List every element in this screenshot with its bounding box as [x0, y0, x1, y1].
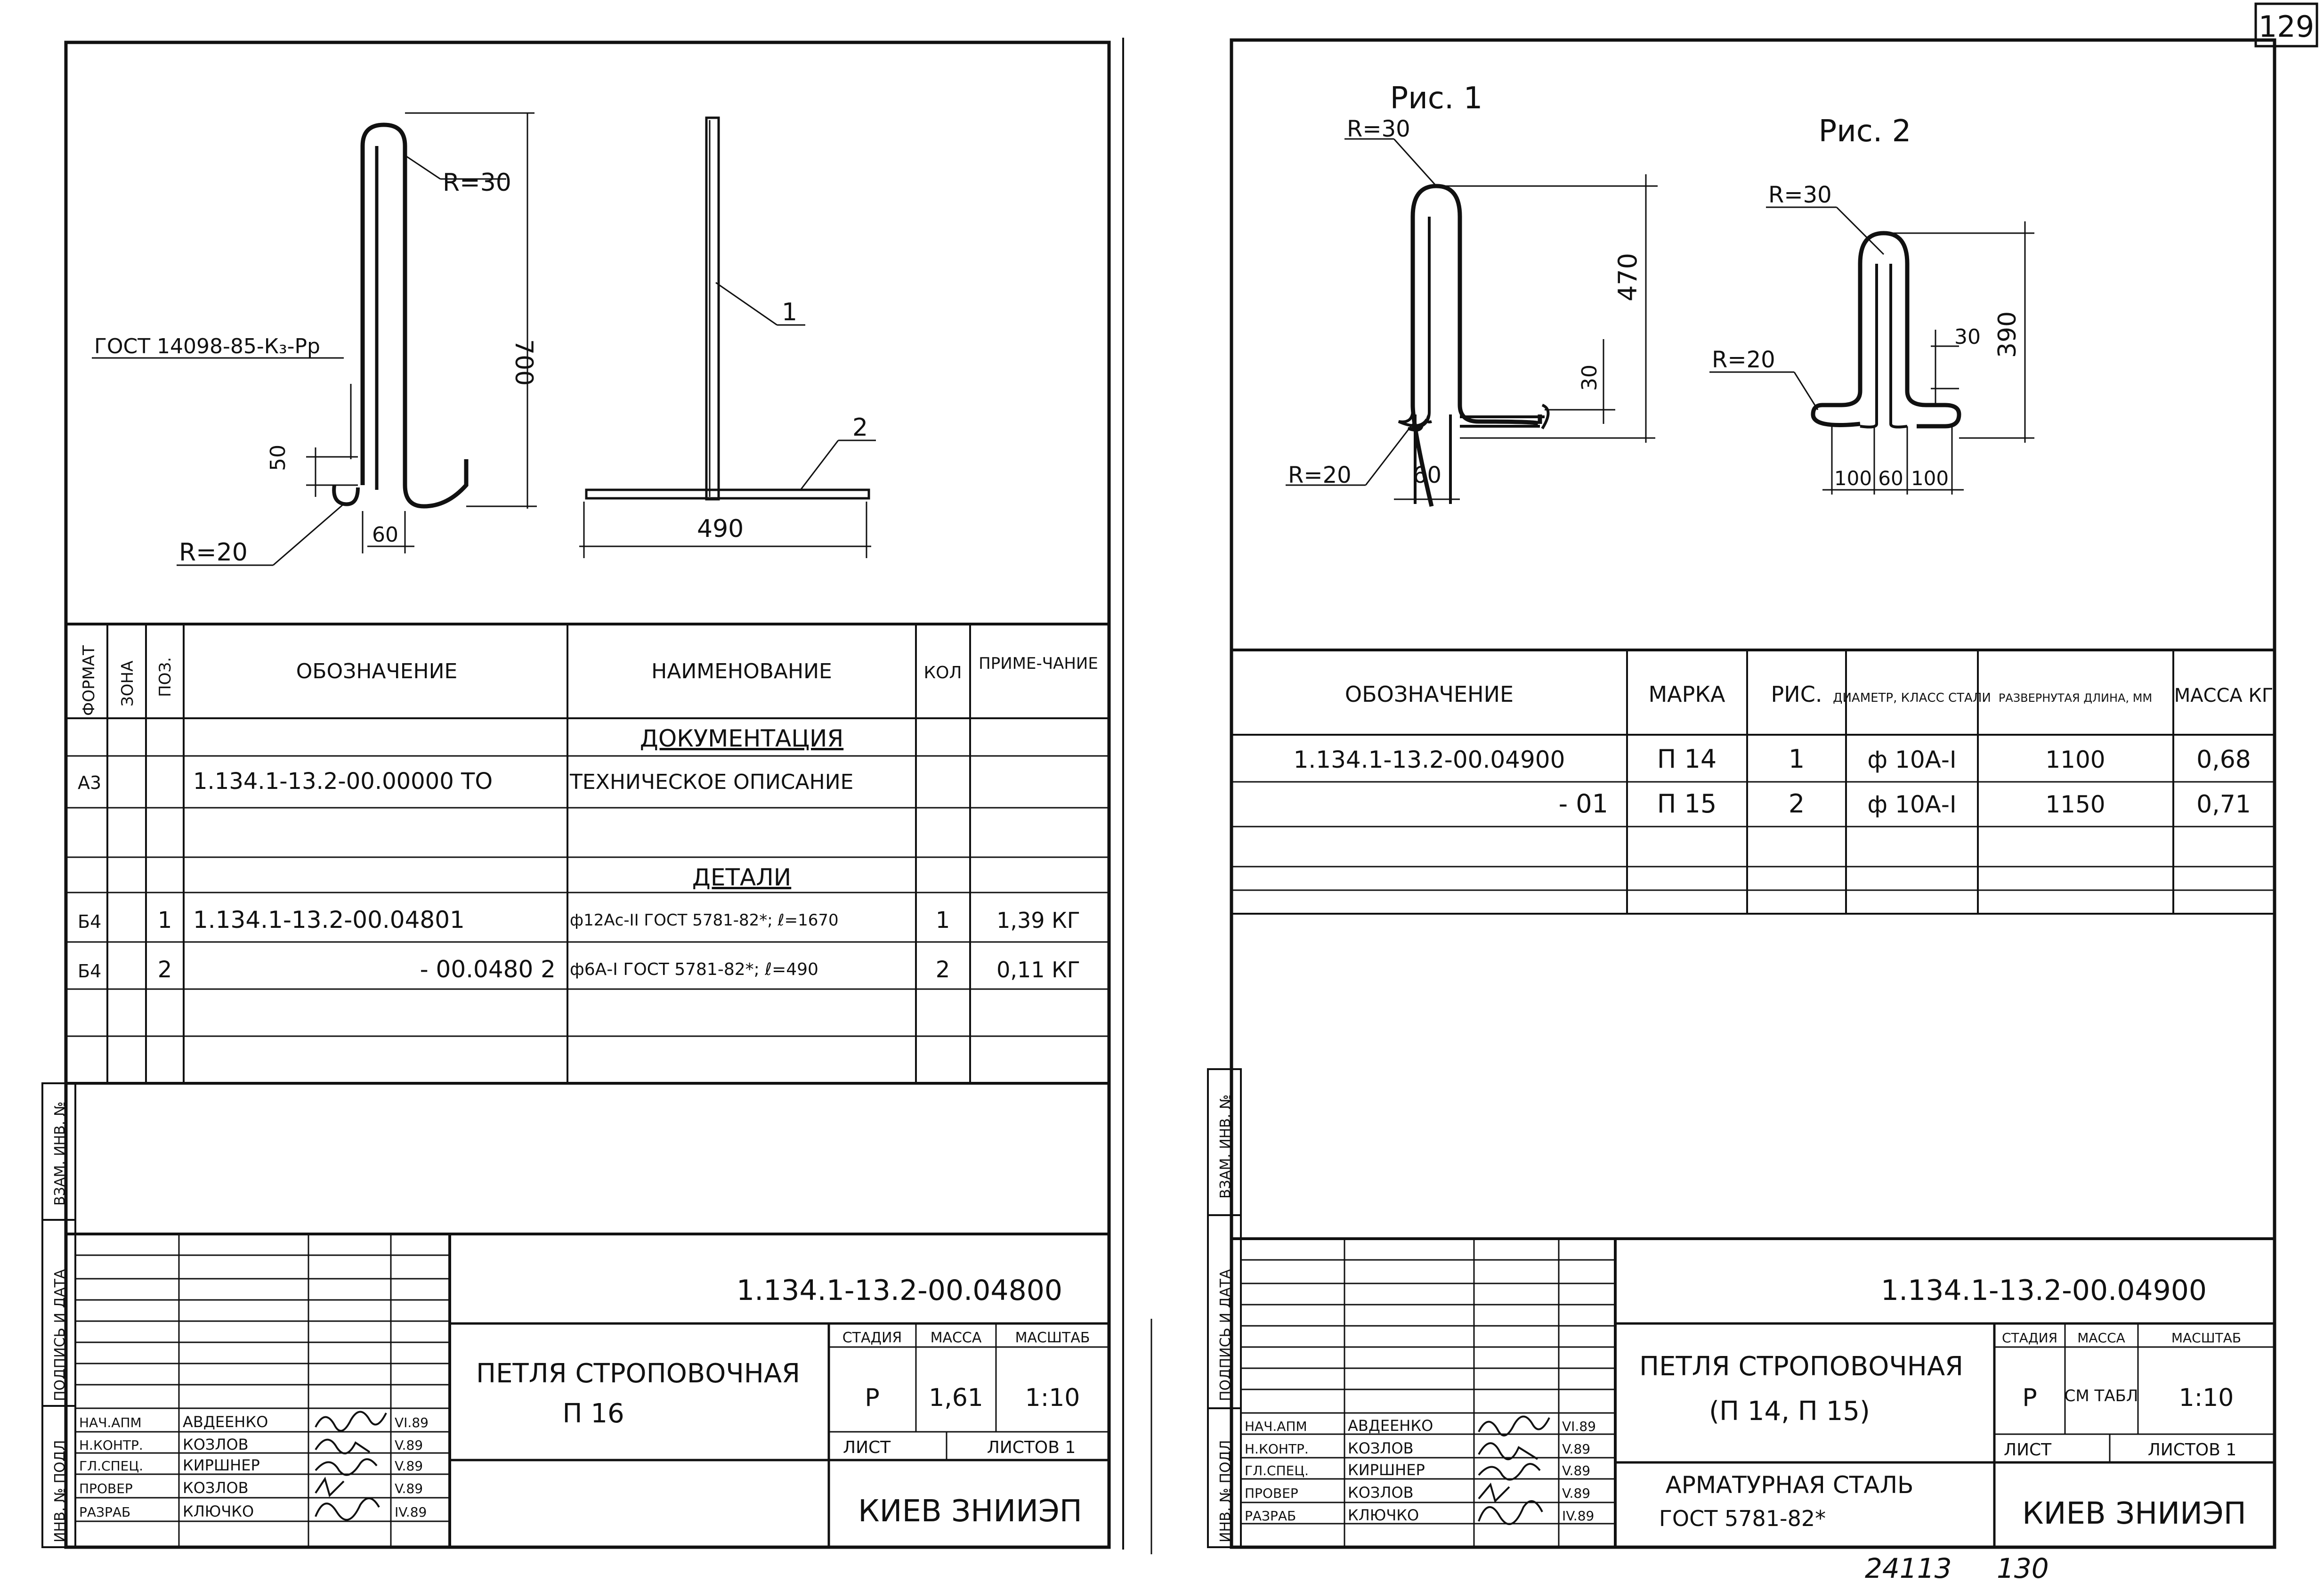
- side-inv-replace: ВЗАМ. ИНВ. №: [1217, 1094, 1234, 1199]
- row1-designation: 1.134.1-13.2-00.00000 ТО: [193, 768, 493, 795]
- staff-date: IV.89: [395, 1504, 427, 1520]
- hdr-zone: ЗОНА: [118, 660, 137, 706]
- mass-value: 1,61: [929, 1384, 983, 1412]
- material-line2: ГОСТ 5781-82*: [1659, 1506, 1826, 1531]
- section-docs: ДОКУМЕНТАЦИЯ: [640, 725, 844, 752]
- title-line1: ПЕТЛЯ СТРОПОВОЧНАЯ: [1639, 1351, 1964, 1382]
- row1-name: ТЕХНИЧЕСКОЕ ОПИСАНИЕ: [570, 770, 854, 794]
- row2-designation: 1.134.1-13.2-00.04801: [193, 906, 465, 933]
- stage-value: Р: [865, 1384, 880, 1412]
- row1-format: А3: [78, 772, 102, 793]
- row3-name: ф6А-I ГОСТ 5781-82*; ℓ=490: [570, 960, 818, 979]
- fig1-470: 470: [1613, 252, 1643, 301]
- row1-mark: П 14: [1657, 744, 1717, 774]
- fig2-30: 30: [1954, 325, 1981, 349]
- row2-mass: 0,71: [2196, 790, 2251, 819]
- staff-role: ПРОВЕР: [79, 1481, 133, 1496]
- row2-name: ф12Ас-II ГОСТ 5781-82*; ℓ=1670: [570, 911, 839, 930]
- row3-pos: 2: [157, 957, 172, 983]
- org-name: КИЕВ ЗНИИЭП: [858, 1494, 1082, 1529]
- row2-fig: 2: [1788, 789, 1805, 819]
- title-line2: П 16: [562, 1398, 624, 1429]
- row1-diameter: ф 10А-I: [1867, 746, 1957, 773]
- hdr-format: ФОРМАТ: [80, 645, 98, 716]
- title-line1: ПЕТЛЯ СТРОПОВОЧНАЯ: [476, 1358, 801, 1389]
- staff-date: V.89: [1562, 1441, 1591, 1457]
- gost-note: ГОСТ 14098-85-К₃-Рр: [94, 334, 320, 358]
- row3-note: 0,11 КГ: [996, 957, 1080, 982]
- staff-name: КОЗЛОВ: [183, 1436, 249, 1453]
- row2-format: Б4: [78, 911, 102, 932]
- staff-role: ПРОВЕР: [1245, 1485, 1298, 1501]
- hdr-diameter: ДИАМЕТР, КЛАСС СТАЛИ: [1833, 691, 1991, 705]
- hdr-pos: ПОЗ.: [156, 657, 175, 697]
- side-sign-date: ПОДПИСЬ И ДАТА: [1217, 1269, 1234, 1401]
- staff-role: РАЗРАБ: [1245, 1508, 1296, 1524]
- dim-50: 50: [266, 445, 290, 471]
- right-side-labels: [1217, 1095, 1234, 1542]
- scale-value: 1:10: [1025, 1384, 1080, 1412]
- row1-mass: 0,68: [2196, 746, 2251, 774]
- row2-diameter: ф 10А-I: [1867, 791, 1957, 818]
- staff-date: V.89: [1562, 1485, 1591, 1501]
- row2-pos: 1: [157, 907, 172, 933]
- callout-2: 2: [852, 414, 868, 442]
- staff-role: Н.КОНТР.: [1245, 1441, 1309, 1457]
- dim-490: 490: [697, 515, 744, 543]
- dim-r20: R=20: [179, 538, 248, 567]
- staff-role: Н.КОНТР.: [79, 1437, 143, 1453]
- side-inv-replace: ВЗАМ. ИНВ. №: [52, 1101, 68, 1206]
- fig2-title: Рис. 2: [1818, 114, 1911, 149]
- sheet-header: ЛИСТ: [843, 1438, 891, 1457]
- section-parts: ДЕТАЛИ: [692, 864, 792, 891]
- hdr-name: НАИМЕНОВАНИЕ: [651, 659, 832, 683]
- dim-60: 60: [372, 523, 398, 547]
- row1-length: 1100: [2045, 746, 2105, 773]
- hdr-designation: ОБОЗНАЧЕНИЕ: [1344, 682, 1514, 707]
- fig1-60: 60: [1413, 462, 1442, 488]
- stage-header: СТАДИЯ: [842, 1330, 902, 1346]
- row3-format: Б4: [78, 961, 102, 982]
- mass-header: МАССА: [2077, 1330, 2125, 1346]
- org-name: КИЕВ ЗНИИЭП: [2022, 1496, 2246, 1531]
- hdr-note: ПРИМЕ-ЧАНИЕ: [979, 654, 1098, 673]
- fig2-390: 390: [1993, 311, 2022, 358]
- stage-value: Р: [2022, 1384, 2037, 1412]
- hdr-designation: ОБОЗНАЧЕНИЕ: [296, 659, 458, 683]
- hdr-qty: КОЛ: [923, 663, 962, 682]
- footer-page-number: 130: [1997, 1552, 2049, 1584]
- scale-value: 1:10: [2178, 1384, 2234, 1412]
- scale-header: МАСШТАБ: [2171, 1330, 2242, 1346]
- hdr-fig: РИС.: [1771, 682, 1822, 707]
- staff-date: V.89: [395, 1458, 423, 1474]
- fig1-r20: R=20: [1288, 462, 1352, 488]
- staff-date: V.89: [1562, 1463, 1591, 1478]
- staff-role: НАЧ.АПМ: [79, 1415, 142, 1430]
- staff-role: РАЗРАБ: [79, 1504, 131, 1520]
- scale-header: МАСШТАБ: [1015, 1330, 1090, 1346]
- staff-role: ГЛ.СПЕЦ.: [1245, 1463, 1309, 1478]
- title-line2: (П 14, П 15): [1709, 1396, 1870, 1427]
- staff-name: АВДЕЕНКО: [183, 1413, 268, 1431]
- staff-date: VI.89: [395, 1415, 429, 1430]
- callout-1: 1: [782, 298, 798, 326]
- fig2-60: 60: [1878, 467, 1903, 490]
- staff-date: V.89: [395, 1481, 423, 1496]
- dim-r30: R=30: [443, 169, 511, 197]
- sheets-header: ЛИСТОВ 1: [2147, 1440, 2237, 1460]
- row2-designation: - 01: [1558, 789, 1608, 819]
- row2-length: 1150: [2045, 791, 2105, 818]
- left-side-labels: [52, 1102, 68, 1542]
- staff-date: V.89: [395, 1437, 423, 1453]
- staff-name: КИРШНЕР: [183, 1456, 260, 1474]
- page-number: 129: [2258, 9, 2315, 44]
- mass-header: МАССА: [930, 1330, 982, 1346]
- staff-name: КОЗЛОВ: [1348, 1484, 1414, 1502]
- fig1-title: Рис. 1: [1390, 81, 1483, 116]
- hdr-mass: МАССА КГ: [2174, 685, 2274, 706]
- fig1-30: 30: [1578, 365, 1602, 391]
- staff-date: IV.89: [1562, 1508, 1595, 1524]
- hdr-mark: МАРКА: [1648, 682, 1725, 707]
- staff-name: КИРШНЕР: [1348, 1461, 1425, 1479]
- row1-fig: 1: [1788, 744, 1805, 774]
- staff-name: КОЗЛОВ: [1348, 1439, 1414, 1457]
- row3-designation: - 00.0480 2: [420, 956, 556, 983]
- fig2-100b: 100: [1911, 467, 1949, 490]
- staff-name: КОЗЛОВ: [183, 1479, 249, 1497]
- staff-date: VI.89: [1562, 1419, 1596, 1434]
- material-line1: АРМАТУРНАЯ СТАЛЬ: [1665, 1471, 1914, 1499]
- stage-header: СТАДИЯ: [2001, 1330, 2058, 1346]
- row2-qty: 1: [935, 907, 950, 933]
- staff-name: АВДЕЕНКО: [1348, 1417, 1433, 1435]
- dim-700: 700: [510, 339, 538, 386]
- row1-designation: 1.134.1-13.2-00.04900: [1293, 746, 1565, 773]
- staff-name: КЛЮЧКО: [1348, 1506, 1419, 1524]
- fig2-100a: 100: [1834, 467, 1872, 490]
- hdr-length: РАЗВЕРНУТАЯ ДЛИНА, ММ: [1998, 691, 2153, 705]
- sheets-header: ЛИСТОВ 1: [987, 1438, 1076, 1457]
- fig2-r30: R=30: [1768, 182, 1832, 208]
- row2-mark: П 15: [1657, 789, 1717, 819]
- side-sign-date: ПОДПИСЬ И ДАТА: [52, 1269, 68, 1401]
- mass-value: СМ ТАБЛ: [2064, 1387, 2138, 1405]
- side-inv-orig: ИНВ. № ПОДЛ: [52, 1440, 68, 1542]
- side-inv-orig: ИНВ. № ПОДЛ: [1217, 1440, 1234, 1542]
- doc-code: 1.134.1-13.2-00.04800: [736, 1274, 1063, 1307]
- staff-role: ГЛ.СПЕЦ.: [79, 1458, 143, 1474]
- staff-name: КЛЮЧКО: [183, 1502, 254, 1520]
- sheet-header: ЛИСТ: [2004, 1440, 2052, 1460]
- row3-qty: 2: [935, 957, 950, 983]
- footer-doc-number: 24113: [1865, 1552, 1952, 1584]
- fig2-r20: R=20: [1712, 347, 1775, 373]
- doc-code: 1.134.1-13.2-00.04900: [1880, 1274, 2207, 1307]
- row2-note: 1,39 КГ: [996, 908, 1080, 933]
- staff-role: НАЧ.АПМ: [1245, 1419, 1307, 1434]
- fig1-r30: R=30: [1347, 116, 1410, 142]
